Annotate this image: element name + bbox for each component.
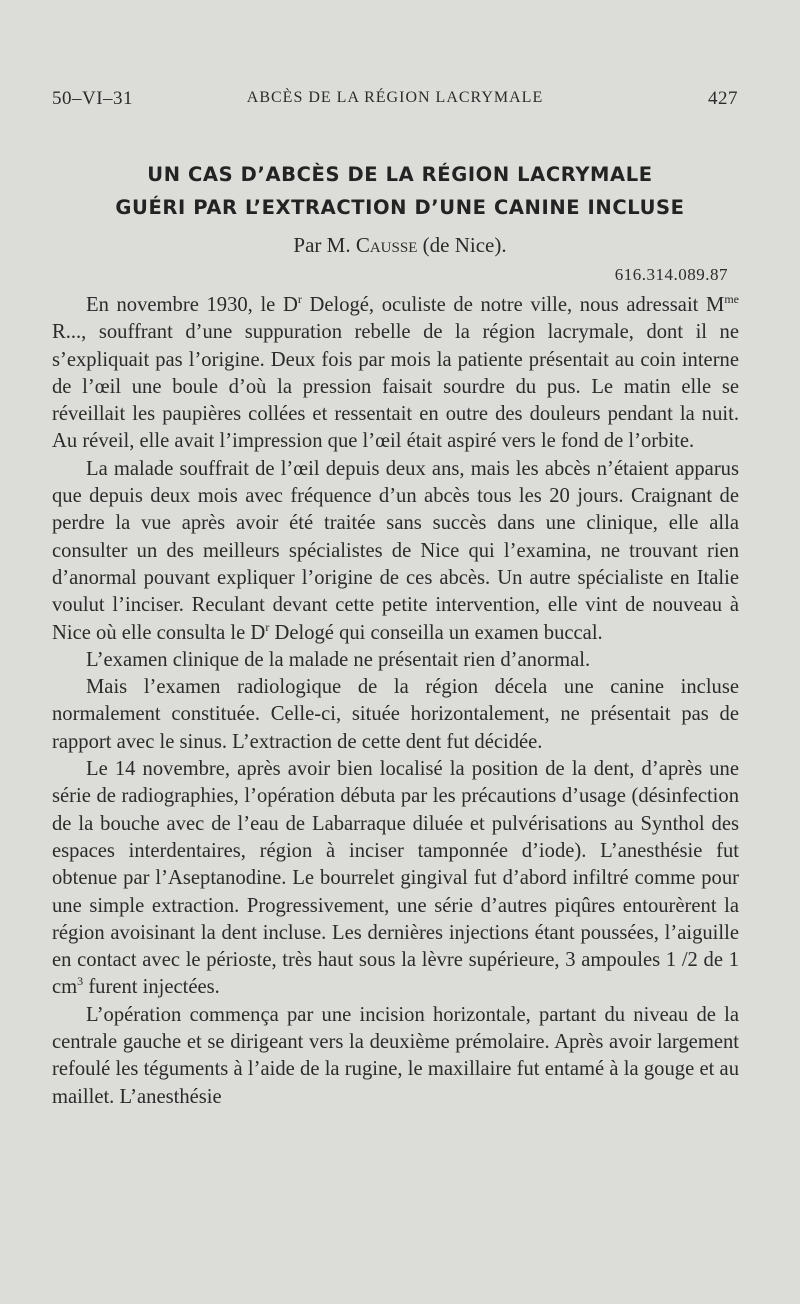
running-head-date: 50–VI–31 bbox=[52, 88, 134, 109]
paragraph-1 bbox=[52, 292, 739, 456]
running-head bbox=[52, 88, 738, 114]
paragraph-2-text-a: La malade souffrait de l’œil depuis deux ans, mais les abcès n’étaient apparus que depuis deux mois avec fréquence d’un abcès tous les 20 jours. Craignant de perdre la vue après avoir été traitée sans succès dans une clinique, elle alla consulter un des meilleurs spécialistes de Nice qui l’examina, ne trouvant rien d’anormal pouvant expliquer l’origine de ces abcès. Un autre spécialiste en Italie voulut l’inciser. Reculant devant cette petite intervention, elle vint de nouveau à Nice où elle consulta le D bbox=[52, 457, 739, 644]
paragraph-1-text-a: En novembre 1930, le D bbox=[86, 294, 298, 316]
running-head-title: ABCÈS DE LA RÉGION LACRYMALE bbox=[246, 89, 544, 106]
byline-prefix: Par M. bbox=[293, 233, 351, 257]
paragraph-5-text-a: Le 14 novembre, après avoir bien localisé la position de la dent, d’après une série de radiographies, l’opération débuta par les précautions d’usage (désinfection de la bouche avec de l’eau de Labarraque diluée et pulvérisations au Synthol des espaces interdentaires, région à inciser tamponnée d’iode). L’anesthésie fut obtenue par l’Aseptanodine. Le bourrelet gingival fut d’abord infiltré comme pour une simple extraction. Progressivement, une série d’autres piqûres entourèrent la région avoisinant la dent incluse. Les dernières injections étant poussées, l’aiguille en contact avec le périoste, très haut sous la lèvre supérieure, 3 ampoules 1 /2 de 1 cm bbox=[52, 758, 739, 999]
byline bbox=[52, 233, 748, 258]
paragraph-3: L’examen clinique de la malade ne présentait rien d’anormal. bbox=[86, 648, 591, 671]
paragraph-2-text-b: Delogé qui conseilla un examen buccal. bbox=[269, 621, 603, 644]
paragraph-1-text-c: R..., souffrant d’une suppuration rebelle de la région lacrymale, dont il ne s’expliquait pas l’origine. Deux fois par mois la patiente présentait au coin interne de l’œil une boule d’où la pression faisait sourdre du pus. Le matin elle se réveillait les paupières collées et ressentait en outre des douleurs pendant la nuit. Au réveil, elle avait l’impression que l’œil était aspiré vers le fond de l’orbite. bbox=[52, 321, 739, 453]
byline-suffix: (de Nice). bbox=[422, 233, 507, 257]
page-number: 427 bbox=[708, 88, 738, 109]
classification-number: 616.314.089.87 bbox=[614, 265, 728, 284]
paragraph-5 bbox=[52, 756, 739, 1002]
author-name: Causse bbox=[355, 233, 418, 257]
paragraph-4: Mais l’examen radiologique de la région décela une canine incluse normalement constituée. Celle-ci, située horizontalement, ne présentait pas de rapport avec le sinus. L’extraction de cette dent fut décidée. bbox=[52, 676, 739, 753]
paragraph-5-text-b: furent injectées. bbox=[83, 976, 220, 999]
superscript-dr: r bbox=[297, 292, 302, 307]
article-title-line-1: UN CAS D’ABCÈS DE LA RÉGION LACRYMALE bbox=[147, 163, 653, 186]
article-body bbox=[52, 292, 739, 1111]
superscript-dr: r bbox=[265, 619, 270, 634]
paragraph-2 bbox=[52, 456, 739, 647]
superscript-mme: me bbox=[724, 292, 739, 307]
paragraph-1-text-b: Delogé, oculiste de notre ville, nous adressait M bbox=[301, 294, 725, 316]
superscript-cm3: 3 bbox=[77, 974, 84, 989]
article-title-line-2: GUÉRI PAR L’EXTRACTION D’UNE CANINE INCLUSE bbox=[115, 196, 685, 219]
paragraph-6: L’opération commença par une incision horizontale, partant du niveau de la centrale gauche et se dirigeant vers la deuxième prémolaire. Après avoir largement refoulé les téguments à l’aide de la rugine, le maxillaire fut entamé à la gouge et au maillet. L’anesthésie bbox=[52, 1003, 739, 1108]
